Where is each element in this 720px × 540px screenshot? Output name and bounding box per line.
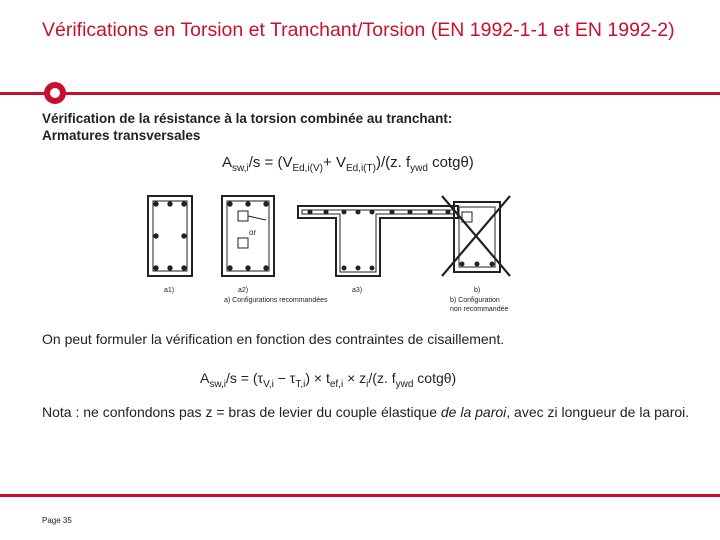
nota-paragraph: [42, 402, 692, 422]
page-number: Page 35: [42, 516, 72, 525]
figure-label-a2: a2): [238, 287, 249, 294]
formula1-sub-b: Ed,i(T): [345, 163, 376, 174]
formula2-lhs: A: [200, 370, 210, 386]
figure-label-a3: a3): [352, 287, 363, 294]
title-divider: [0, 92, 720, 95]
figure-caption-b-line2: non recommandée: [450, 306, 509, 313]
formula1-part2: + V: [323, 154, 346, 171]
formula2-part1: /s = (τ: [226, 370, 264, 386]
nota-text-italic: de la paroi: [440, 404, 507, 420]
formula2-sub-b: T,i: [295, 378, 306, 390]
formula1-part1: /s = (V: [248, 154, 293, 171]
footer-divider: [0, 494, 720, 497]
nota-text-2: , avec zi longueur de la paroi.: [506, 404, 690, 420]
divider-dot-icon: [44, 82, 66, 104]
paragraph-shear-stress: On peut formuler la vérification en fonction des contraintes de cisaillement.: [42, 331, 505, 347]
formula2-sub-d: i: [366, 378, 369, 390]
formula2-part2: − τ: [273, 370, 296, 386]
formula-shear-stress: [200, 370, 456, 390]
formula2-sub-e: ywd: [395, 378, 414, 390]
section-subtitle: [42, 110, 682, 144]
figure-label-b: b): [474, 287, 481, 294]
section-a2: [222, 196, 274, 276]
formula1-part3: )/(z. f: [375, 154, 411, 171]
formula2-part5: /(z. f: [368, 370, 396, 386]
nota-text-1: Nota : ne confondons pas z = bras de levier du couple élastique: [42, 404, 441, 420]
formula1-lhs: A: [222, 154, 233, 171]
figure-label-a1: a1): [164, 287, 175, 294]
formula1-part4: cotgθ): [427, 154, 474, 171]
section-a3: [298, 206, 458, 276]
section-b-not-recommended: [442, 196, 510, 276]
formula2-sub-a: V,i: [263, 378, 274, 390]
figure-label-or: or: [249, 228, 257, 237]
formula1-sub-a: Ed,i(V): [292, 163, 324, 174]
figure-caption-b-line1: b) Configuration: [450, 297, 500, 304]
slide-title: Vérifications en Torsion et Tranchant/Torsion (EN 1992-1-1 et EN 1992-2): [42, 19, 675, 41]
formula1-sub-c: ywd: [410, 163, 428, 174]
formula2-part6: cotgθ): [413, 370, 457, 386]
formula1-lhs-sub: sw,i: [232, 163, 249, 174]
formula2-part4: × z: [343, 370, 367, 386]
formula-transverse-reinforcement: [222, 154, 474, 174]
subtitle-line-1: Vérification de la résistance à la torsion combinée au tranchant:: [42, 111, 453, 126]
section-a1: [148, 196, 192, 276]
subtitle-line-2: Armatures transversales: [42, 128, 201, 143]
formula2-sub-c: ef,i: [329, 378, 344, 390]
reinforcement-configurations-figure: [140, 176, 520, 316]
formula2-part3: ) × t: [305, 370, 330, 386]
figure-caption-a: a) Configurations recommandées: [224, 297, 328, 304]
formula2-lhs-sub: sw,i: [209, 378, 227, 390]
